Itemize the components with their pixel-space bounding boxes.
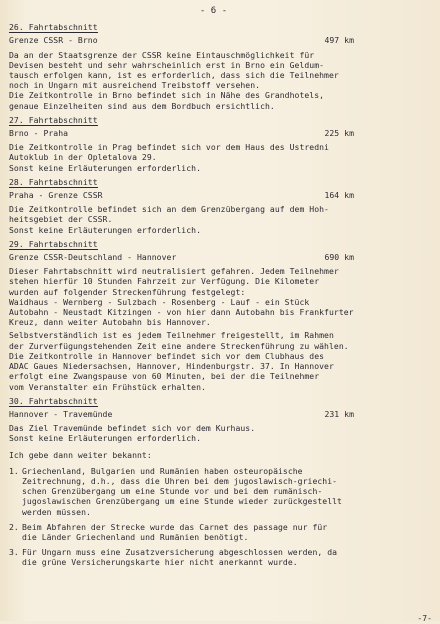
section <box>9 239 418 392</box>
section-heading: 26. Fahrtabschnitt <box>9 22 98 33</box>
route-name: Grenze CSSR - Brno <box>9 35 98 46</box>
list-item <box>9 466 418 517</box>
section-paragraph: Dieser Fahrtabschnitt wird neutralisiert gefahren. Jedem Teilnehmer stehen hierfür 10 Stunden Fahrzeit zur Verfügung. Die Kilometer wurden auf folgender Streckenführung festgelegt: Waidhaus - Wernberg - Sulzbach - Rosenberg - Lauf - ein Stück Autobahn - Neustadt Kitzingen - von hier dann Autobahn bis Frankfurter Kreuz, dann weiter Autobahn bis Hannover. <box>9 266 354 328</box>
item-text: Beim Abfahren der Strecke wurde das Carnet des passage nur für die Länder Griechenland und Rumänien benötigt. <box>22 521 328 542</box>
route-name: Brno - Praha <box>9 128 69 139</box>
list-item <box>9 547 418 567</box>
section <box>9 177 418 235</box>
section-paragraph: Selbstverständlich ist es jedem Teilnehmer freigestellt, im Rahmen der Zurverfügungstehenden Zeit eine andere Streckenführung zu wählen. Die Zeitkontrolle in Hannover befindet sich vor dem Clubhaus des ADAC Gaues Niedersachsen, Hannover, Hindenburgstr. 37. In Hannover erfolgt eine Zwangspause von 60 Minuten, bei der die Teilnehmer vom Veranstalter ein Frühstück erhalten. <box>9 330 349 392</box>
section-heading: 30. Fahrtabschnitt <box>9 395 98 406</box>
section-paragraph: Da an der Staatsgrenze der CSSR keine Eintauschmöglichkeit für Devisen besteht und sehr wahrscheinlich erst in Brno ein Geldum- tausch erfolgen kann, ist es erforderlich, dass sich die Teilnehmer noch in Ungarn mit ausreichend Treibstoff versehen. Die Zeitkontrolle in Brno befindet sich in Nähe des Grandhotels, genaue Einzelheiten sind aus dem Bordbuch ersichtlich. <box>9 49 339 111</box>
route-distance: 164 km <box>324 190 354 201</box>
notice-list <box>9 466 418 568</box>
route-distance: 497 km <box>324 35 354 46</box>
item-text: Für Ungarn muss eine Zusatzversicherung abgeschlossen werden, da die grüne Versicherungskarte hier nicht anerkannt wurde. <box>22 547 338 568</box>
section <box>9 115 418 173</box>
route-name: Grenze CSSR-Deutschland - Hannover <box>9 252 177 263</box>
route-line <box>9 252 418 262</box>
item-number: 3. <box>9 547 19 558</box>
route-distance: 231 km <box>324 408 354 419</box>
section-heading: 28. Fahrtabschnitt <box>9 176 98 187</box>
route-distance: 225 km <box>324 128 354 139</box>
sections <box>9 22 418 443</box>
page-number: - 6 - <box>199 6 228 16</box>
list-item <box>9 522 418 542</box>
item-number: 2. <box>9 521 19 532</box>
section <box>9 22 418 111</box>
item-number: 1. <box>9 465 19 476</box>
intro-text: Ich gebe dann weiter bekannt: <box>9 449 152 460</box>
route-line <box>9 190 418 200</box>
section-paragraph: Die Zeitkontrolle in Prag befindet sich vor dem Haus des Ustredni Autoklub in der Opletalova 29. Sonst keine Erläuterungen erforderlich. <box>9 142 329 173</box>
section-paragraph: Die Zeitkontrolle befindet sich an dem Grenzübergang auf dem Hoh- heitsgebiet der CSSR. Sonst keine Erläuterungen erforderlich. <box>9 204 329 235</box>
route-name: Hannover - Travemünde <box>9 408 113 419</box>
route-line <box>9 35 418 45</box>
route-line <box>9 128 418 138</box>
section <box>9 396 418 444</box>
route-line <box>9 409 418 419</box>
section-heading: 29. Fahrtabschnitt <box>9 238 98 249</box>
continuation-marker: -7- <box>417 613 432 623</box>
item-text: Griechenland, Bulgarien und Rumänien haben osteuropäische Zeitrechnung, d.h., dass die Uhren bei dem jugoslawisch-griechi- schen Grenzübergang um eine Stunde vor und bei dem rumänisch- jugoslawischen Grenzübergang um eine Stunde wieder zurückgestellt werden müssen. <box>22 465 342 517</box>
section-heading: 27. Fahrtabschnitt <box>9 114 98 125</box>
route-distance: 690 km <box>324 252 354 263</box>
route-name: Praha - Grenze CSSR <box>9 190 103 201</box>
section-paragraph: Das Ziel Travemünde befindet sich vor dem Kurhaus. Sonst keine Erläuterungen erforderlich. <box>9 423 256 444</box>
